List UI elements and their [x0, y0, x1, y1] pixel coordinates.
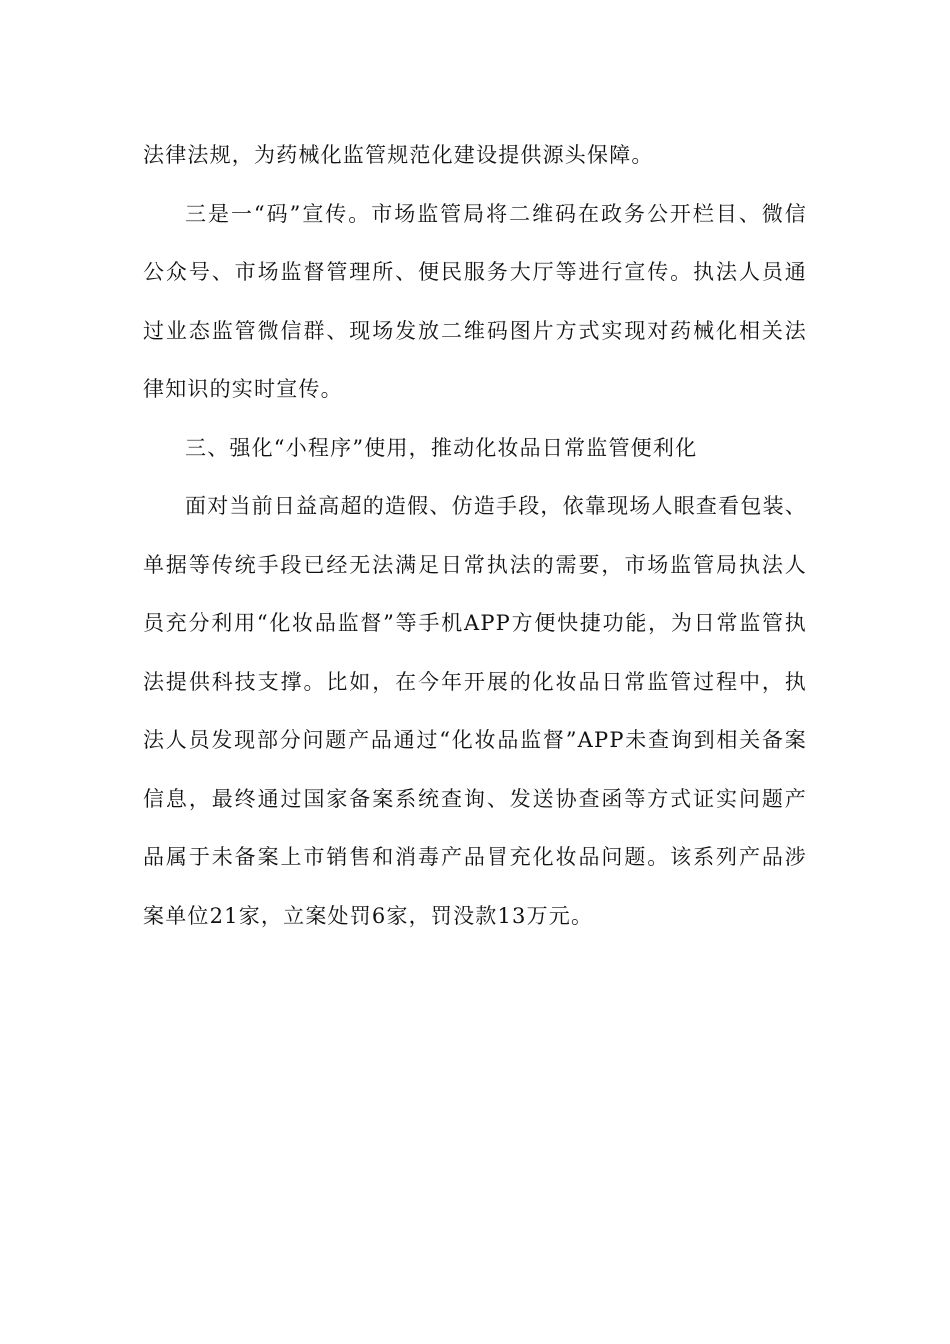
document-body	[143, 126, 807, 945]
paragraph-continuation: 法律法规，为药械化监管规范化建设提供源头保障。	[143, 143, 654, 167]
paragraph-cosmetics-supervision: 面对当前日益高超的造假、仿造手段，依靠现场人眼查看包装、单据等传统手段已经无法满足日常执法的需要，市场监管局执法人员充分利用“化妆品监督”等手机APP方便快捷功能，为日常监管执法提供科技支撑。比如，在今年开展的化妆品日常监管过程中，执法人员发现部分问题产品通过“化妆品监督”APP未查询到相关备案信息，最终通过国家备案系统查询、发送协查函等方式证实问题产品属于未备案上市销售和消毒产品冒充化妆品问题。该系列产品涉案单位21家，立案处罚6家，罚没款13万元。	[143, 494, 807, 928]
paragraph-qr-publicity: 三是一“码”宣传。市场监管局将二维码在政务公开栏目、微信公众号、市场监督管理所、便民服务大厅等进行宣传。执法人员通过业态监管微信群、现场发放二维码图片方式实现对药械化相关法律知识的实时宣传。	[143, 201, 807, 401]
section-heading-mini-program: 三、强化“小程序”使用，推动化妆品日常监管便利化	[185, 435, 698, 460]
